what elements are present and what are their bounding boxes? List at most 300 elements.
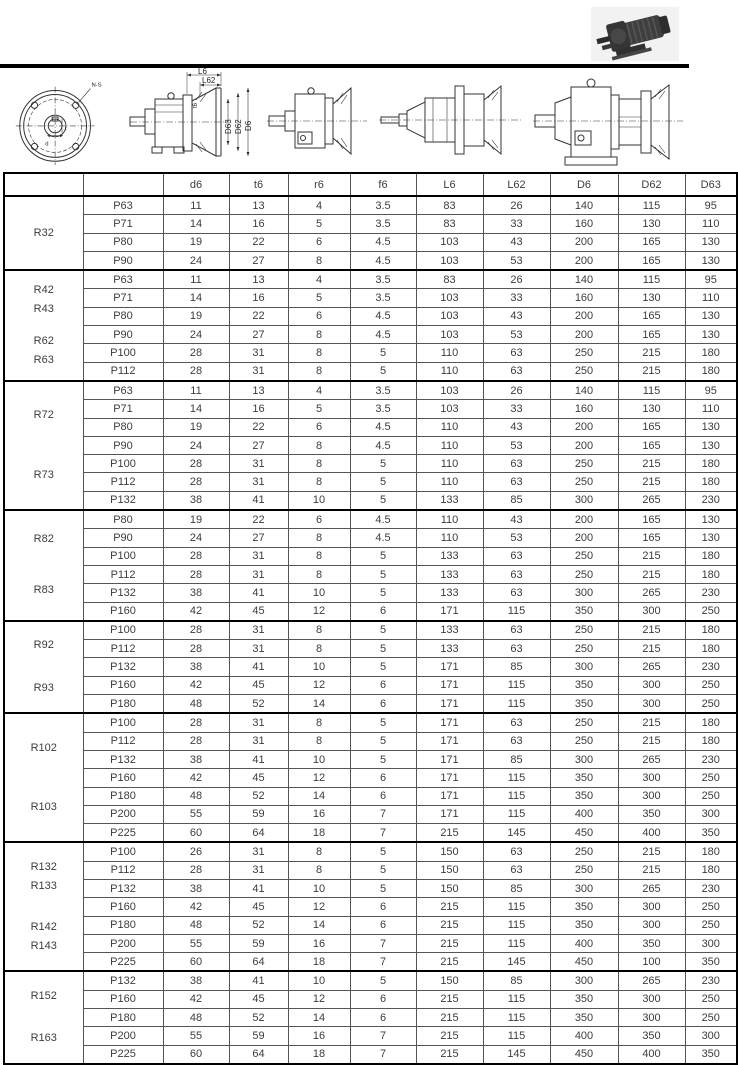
value-cell-t6: 59	[229, 1027, 288, 1045]
value-cell-D63: 180	[685, 732, 737, 750]
value-cell-f6: 5	[350, 473, 416, 491]
motor-size-cell: P200	[83, 1027, 163, 1045]
value-cell-D63: 250	[685, 916, 737, 934]
motor-size-cell: P160	[83, 602, 163, 621]
value-cell-r6: 8	[288, 565, 350, 583]
value-cell-D6: 250	[550, 842, 618, 861]
value-cell-D6: 300	[550, 658, 618, 676]
value-cell-d6: 48	[163, 695, 229, 714]
value-cell-L6: 103	[416, 326, 483, 344]
value-cell-L6: 215	[416, 1027, 483, 1045]
table-row	[4, 732, 737, 750]
table-row	[4, 750, 737, 768]
value-cell-L62: 85	[483, 750, 550, 768]
value-cell-L62: 43	[483, 233, 550, 251]
value-cell-d6: 19	[163, 233, 229, 251]
value-cell-L6: 103	[416, 233, 483, 251]
value-cell-L6: 83	[416, 270, 483, 289]
col-header-L62: L62	[483, 173, 550, 196]
value-cell-d6: 14	[163, 215, 229, 233]
value-cell-f6: 4.5	[350, 233, 416, 251]
table-row	[4, 824, 737, 843]
value-cell-D62: 400	[618, 824, 685, 843]
value-cell-D63: 130	[685, 233, 737, 251]
value-cell-D63: 230	[685, 750, 737, 768]
value-cell-f6: 5	[350, 565, 416, 583]
value-cell-D63: 180	[685, 842, 737, 861]
value-cell-d6: 11	[163, 381, 229, 400]
motor-size-cell: P90	[83, 326, 163, 344]
value-cell-D63: 180	[685, 455, 737, 473]
value-cell-D6: 350	[550, 695, 618, 714]
value-cell-f6: 6	[350, 898, 416, 916]
value-cell-L62: 63	[483, 547, 550, 565]
value-cell-D63: 110	[685, 289, 737, 307]
motor-size-cell: P63	[83, 381, 163, 400]
series-label-cell-R152-R163	[4, 971, 83, 1063]
value-cell-D6: 160	[550, 400, 618, 418]
value-cell-L62: 115	[483, 916, 550, 934]
value-cell-t6: 45	[229, 676, 288, 694]
value-cell-r6: 10	[288, 658, 350, 676]
value-cell-d6: 60	[163, 824, 229, 843]
value-cell-f6: 6	[350, 676, 416, 694]
value-cell-L6: 110	[416, 510, 483, 529]
table-row	[4, 215, 737, 233]
table-row	[4, 400, 737, 418]
value-cell-r6: 10	[288, 971, 350, 990]
value-cell-L6: 103	[416, 289, 483, 307]
value-cell-f6: 6	[350, 916, 416, 934]
value-cell-L6: 215	[416, 824, 483, 843]
value-cell-f6: 3.5	[350, 289, 416, 307]
dim-t6-label: t6	[193, 102, 200, 108]
value-cell-d6: 42	[163, 676, 229, 694]
value-cell-d6: 48	[163, 916, 229, 934]
value-cell-D63: 350	[685, 824, 737, 843]
value-cell-L62: 85	[483, 491, 550, 510]
value-cell-L6: 171	[416, 676, 483, 694]
value-cell-L6: 171	[416, 713, 483, 732]
value-cell-r6: 14	[288, 1009, 350, 1027]
value-cell-d6: 19	[163, 510, 229, 529]
value-cell-t6: 16	[229, 400, 288, 418]
table-row	[4, 898, 737, 916]
series-label: R43	[33, 303, 54, 316]
value-cell-L6: 103	[416, 381, 483, 400]
value-cell-D63: 130	[685, 529, 737, 547]
value-cell-r6: 8	[288, 861, 350, 879]
value-cell-D6: 300	[550, 584, 618, 602]
value-cell-d6: 28	[163, 732, 229, 750]
value-cell-D63: 300	[685, 934, 737, 952]
table-row	[4, 934, 737, 952]
value-cell-d6: 38	[163, 491, 229, 510]
value-cell-D6: 350	[550, 787, 618, 805]
value-cell-t6: 64	[229, 1045, 288, 1064]
table-row	[4, 602, 737, 621]
value-cell-f6: 4.5	[350, 510, 416, 529]
value-cell-D62: 165	[618, 436, 685, 454]
table-row	[4, 1045, 737, 1064]
value-cell-t6: 13	[229, 270, 288, 289]
value-cell-r6: 10	[288, 584, 350, 602]
value-cell-r6: 6	[288, 418, 350, 436]
value-cell-L6: 83	[416, 215, 483, 233]
value-cell-d6: 60	[163, 1045, 229, 1064]
value-cell-L62: 145	[483, 953, 550, 972]
table-row	[4, 640, 737, 658]
value-cell-r6: 16	[288, 1027, 350, 1045]
motor-size-cell: P80	[83, 307, 163, 325]
value-cell-d6: 24	[163, 251, 229, 270]
value-cell-D62: 165	[618, 529, 685, 547]
value-cell-D63: 230	[685, 658, 737, 676]
value-cell-L62: 145	[483, 1045, 550, 1064]
col-header-d6: d6	[163, 173, 229, 196]
value-cell-D62: 165	[618, 418, 685, 436]
value-cell-r6: 8	[288, 640, 350, 658]
value-cell-D63: 230	[685, 491, 737, 510]
motor-size-cell: P71	[83, 400, 163, 418]
value-cell-d6: 28	[163, 640, 229, 658]
flange-unit-drawing-1	[267, 78, 367, 162]
value-cell-D62: 300	[618, 769, 685, 787]
value-cell-d6: 48	[163, 787, 229, 805]
table-row	[4, 1009, 737, 1027]
value-cell-f6: 5	[350, 732, 416, 750]
motor-size-cell: P63	[83, 196, 163, 215]
value-cell-t6: 45	[229, 898, 288, 916]
side-view-dimensioned-drawing	[128, 68, 254, 172]
gearmotor-photo	[591, 6, 679, 62]
value-cell-L6: 215	[416, 898, 483, 916]
value-cell-d6: 42	[163, 769, 229, 787]
value-cell-r6: 18	[288, 1045, 350, 1064]
value-cell-r6: 5	[288, 289, 350, 307]
value-cell-D6: 160	[550, 215, 618, 233]
value-cell-L6: 215	[416, 990, 483, 1008]
value-cell-d6: 42	[163, 990, 229, 1008]
value-cell-f6: 3.5	[350, 381, 416, 400]
value-cell-D62: 265	[618, 971, 685, 990]
value-cell-D63: 300	[685, 1027, 737, 1045]
value-cell-L62: 43	[483, 418, 550, 436]
value-cell-L62: 85	[483, 879, 550, 897]
value-cell-d6: 38	[163, 879, 229, 897]
value-cell-t6: 52	[229, 695, 288, 714]
value-cell-f6: 3.5	[350, 196, 416, 215]
value-cell-f6: 5	[350, 658, 416, 676]
value-cell-t6: 13	[229, 381, 288, 400]
value-cell-D6: 350	[550, 676, 618, 694]
value-cell-d6: 38	[163, 584, 229, 602]
motor-size-cell: P180	[83, 916, 163, 934]
motor-size-cell: P100	[83, 621, 163, 640]
value-cell-t6: 31	[229, 455, 288, 473]
value-cell-D63: 130	[685, 326, 737, 344]
value-cell-D62: 215	[618, 861, 685, 879]
value-cell-D62: 350	[618, 934, 685, 952]
value-cell-L6: 110	[416, 529, 483, 547]
value-cell-D62: 300	[618, 695, 685, 714]
value-cell-D63: 180	[685, 473, 737, 491]
value-cell-D6: 400	[550, 805, 618, 823]
value-cell-d6: 19	[163, 307, 229, 325]
value-cell-L6: 171	[416, 769, 483, 787]
motor-size-cell: P80	[83, 510, 163, 529]
value-cell-L62: 63	[483, 455, 550, 473]
value-cell-L6: 133	[416, 547, 483, 565]
value-cell-L62: 53	[483, 251, 550, 270]
series-label-cell-R72-R73	[4, 381, 83, 510]
value-cell-D6: 200	[550, 436, 618, 454]
value-cell-D63: 230	[685, 879, 737, 897]
motor-size-cell: P112	[83, 473, 163, 491]
value-cell-L6: 171	[416, 695, 483, 714]
motor-size-cell: P71	[83, 289, 163, 307]
table-row	[4, 787, 737, 805]
value-cell-t6: 41	[229, 584, 288, 602]
table-row	[4, 418, 737, 436]
value-cell-D62: 265	[618, 658, 685, 676]
value-cell-L6: 133	[416, 584, 483, 602]
value-cell-D6: 300	[550, 491, 618, 510]
table-row	[4, 695, 737, 714]
motor-size-cell: P180	[83, 1009, 163, 1027]
value-cell-r6: 5	[288, 400, 350, 418]
motor-size-cell: P100	[83, 344, 163, 362]
value-cell-f6: 5	[350, 879, 416, 897]
value-cell-D62: 400	[618, 1045, 685, 1064]
series-label: R72	[33, 409, 54, 422]
value-cell-t6: 52	[229, 787, 288, 805]
motor-size-cell: P160	[83, 676, 163, 694]
col-header-D62: D62	[618, 173, 685, 196]
value-cell-L62: 115	[483, 695, 550, 714]
value-cell-r6: 8	[288, 436, 350, 454]
table-row	[4, 381, 737, 400]
value-cell-D63: 130	[685, 251, 737, 270]
value-cell-L62: 63	[483, 621, 550, 640]
value-cell-L62: 26	[483, 196, 550, 215]
value-cell-d6: 19	[163, 418, 229, 436]
dim-D6-label: D6	[244, 120, 254, 131]
value-cell-L62: 63	[483, 713, 550, 732]
value-cell-t6: 31	[229, 473, 288, 491]
value-cell-t6: 59	[229, 934, 288, 952]
series-label: R83	[33, 584, 54, 597]
series-label-cell-R42-R43-R62-R63	[4, 270, 83, 381]
motor-size-cell: P100	[83, 547, 163, 565]
value-cell-L6: 110	[416, 455, 483, 473]
value-cell-L6: 110	[416, 344, 483, 362]
col-header-blank-0	[4, 173, 83, 196]
value-cell-t6: 27	[229, 251, 288, 270]
motor-size-cell: P200	[83, 934, 163, 952]
series-label-cell-R92-R93	[4, 621, 83, 713]
value-cell-D6: 350	[550, 769, 618, 787]
col-header-D63: D63	[685, 173, 737, 196]
value-cell-f6: 4.5	[350, 529, 416, 547]
value-cell-t6: 31	[229, 713, 288, 732]
value-cell-L62: 26	[483, 270, 550, 289]
value-cell-t6: 41	[229, 491, 288, 510]
motor-size-cell: P132	[83, 879, 163, 897]
value-cell-t6: 27	[229, 436, 288, 454]
series-label: R92	[33, 639, 54, 652]
value-cell-f6: 5	[350, 713, 416, 732]
value-cell-D63: 130	[685, 418, 737, 436]
value-cell-f6: 5	[350, 584, 416, 602]
value-cell-D62: 165	[618, 510, 685, 529]
value-cell-D6: 250	[550, 713, 618, 732]
value-cell-f6: 5	[350, 861, 416, 879]
value-cell-D6: 350	[550, 1009, 618, 1027]
motor-size-cell: P180	[83, 787, 163, 805]
value-cell-L6: 133	[416, 565, 483, 583]
table-row	[4, 233, 737, 251]
value-cell-L62: 85	[483, 971, 550, 990]
dimension-table	[3, 172, 738, 1065]
value-cell-D63: 300	[685, 805, 737, 823]
dim-L6-label: L6	[198, 67, 208, 76]
value-cell-D62: 350	[618, 805, 685, 823]
value-cell-D62: 165	[618, 326, 685, 344]
value-cell-L6: 215	[416, 1009, 483, 1027]
value-cell-r6: 12	[288, 990, 350, 1008]
value-cell-r6: 6	[288, 510, 350, 529]
value-cell-D63: 250	[685, 676, 737, 694]
value-cell-D63: 350	[685, 953, 737, 972]
value-cell-D62: 130	[618, 215, 685, 233]
value-cell-t6: 31	[229, 565, 288, 583]
col-header-blank-1	[83, 173, 163, 196]
table-header	[4, 173, 737, 196]
value-cell-L6: 103	[416, 307, 483, 325]
value-cell-t6: 31	[229, 362, 288, 381]
value-cell-L6: 83	[416, 196, 483, 215]
value-cell-f6: 4.5	[350, 307, 416, 325]
table-row	[4, 307, 737, 325]
value-cell-t6: 31	[229, 842, 288, 861]
value-cell-D62: 300	[618, 787, 685, 805]
table-row	[4, 971, 737, 990]
value-cell-D62: 215	[618, 565, 685, 583]
value-cell-t6: 16	[229, 215, 288, 233]
series-label-cell-R132-R133-R142-R143	[4, 842, 83, 971]
motor-size-cell: P112	[83, 861, 163, 879]
value-cell-L6: 150	[416, 971, 483, 990]
value-cell-L62: 53	[483, 326, 550, 344]
value-cell-L6: 171	[416, 805, 483, 823]
value-cell-r6: 8	[288, 547, 350, 565]
value-cell-f6: 4.5	[350, 418, 416, 436]
value-cell-d6: 60	[163, 953, 229, 972]
value-cell-t6: 45	[229, 990, 288, 1008]
value-cell-L6: 215	[416, 953, 483, 972]
value-cell-D6: 450	[550, 953, 618, 972]
value-cell-r6: 14	[288, 695, 350, 714]
series-label: R63	[33, 354, 54, 366]
value-cell-d6: 55	[163, 934, 229, 952]
series-label: R73	[33, 468, 54, 481]
value-cell-L6: 171	[416, 658, 483, 676]
value-cell-L6: 215	[416, 916, 483, 934]
value-cell-D6: 250	[550, 565, 618, 583]
value-cell-f6: 5	[350, 362, 416, 381]
value-cell-d6: 55	[163, 1027, 229, 1045]
value-cell-f6: 4.5	[350, 326, 416, 344]
value-cell-D62: 265	[618, 879, 685, 897]
table-row	[4, 879, 737, 897]
value-cell-D6: 250	[550, 455, 618, 473]
value-cell-d6: 26	[163, 842, 229, 861]
flange-d-label: d	[45, 141, 49, 148]
value-cell-L6: 150	[416, 879, 483, 897]
value-cell-D62: 215	[618, 473, 685, 491]
value-cell-t6: 64	[229, 824, 288, 843]
value-cell-t6: 59	[229, 805, 288, 823]
value-cell-L62: 63	[483, 473, 550, 491]
flange-unit-drawing-2	[379, 80, 521, 160]
value-cell-L62: 63	[483, 640, 550, 658]
value-cell-D63: 250	[685, 898, 737, 916]
table-row	[4, 1027, 737, 1045]
table-row	[4, 713, 737, 732]
value-cell-L62: 63	[483, 861, 550, 879]
value-cell-L6: 150	[416, 861, 483, 879]
value-cell-D62: 100	[618, 953, 685, 972]
value-cell-D63: 95	[685, 270, 737, 289]
table-row	[4, 362, 737, 381]
motor-size-cell: P180	[83, 695, 163, 714]
value-cell-D6: 250	[550, 732, 618, 750]
value-cell-r6: 4	[288, 381, 350, 400]
value-cell-D6: 250	[550, 547, 618, 565]
value-cell-D63: 180	[685, 640, 737, 658]
table-row	[4, 842, 737, 861]
motor-size-cell: P71	[83, 215, 163, 233]
flange-front-view-drawing	[6, 74, 116, 166]
series-label: R32	[33, 226, 54, 239]
value-cell-d6: 24	[163, 436, 229, 454]
value-cell-d6: 38	[163, 971, 229, 990]
series-label: R143	[30, 939, 57, 952]
table-row	[4, 455, 737, 473]
value-cell-d6: 28	[163, 713, 229, 732]
value-cell-r6: 6	[288, 307, 350, 325]
value-cell-D6: 250	[550, 621, 618, 640]
value-cell-D6: 450	[550, 1045, 618, 1064]
value-cell-d6: 28	[163, 565, 229, 583]
value-cell-f6: 3.5	[350, 215, 416, 233]
value-cell-L6: 103	[416, 251, 483, 270]
value-cell-t6: 64	[229, 953, 288, 972]
value-cell-f6: 5	[350, 971, 416, 990]
value-cell-D63: 250	[685, 602, 737, 621]
value-cell-r6: 16	[288, 934, 350, 952]
value-cell-D62: 130	[618, 289, 685, 307]
value-cell-t6: 52	[229, 1009, 288, 1027]
value-cell-D63: 180	[685, 362, 737, 381]
col-header-D6: D6	[550, 173, 618, 196]
table-row	[4, 990, 737, 1008]
value-cell-D6: 200	[550, 510, 618, 529]
motor-size-cell: P160	[83, 898, 163, 916]
value-cell-d6: 14	[163, 289, 229, 307]
value-cell-d6: 14	[163, 400, 229, 418]
